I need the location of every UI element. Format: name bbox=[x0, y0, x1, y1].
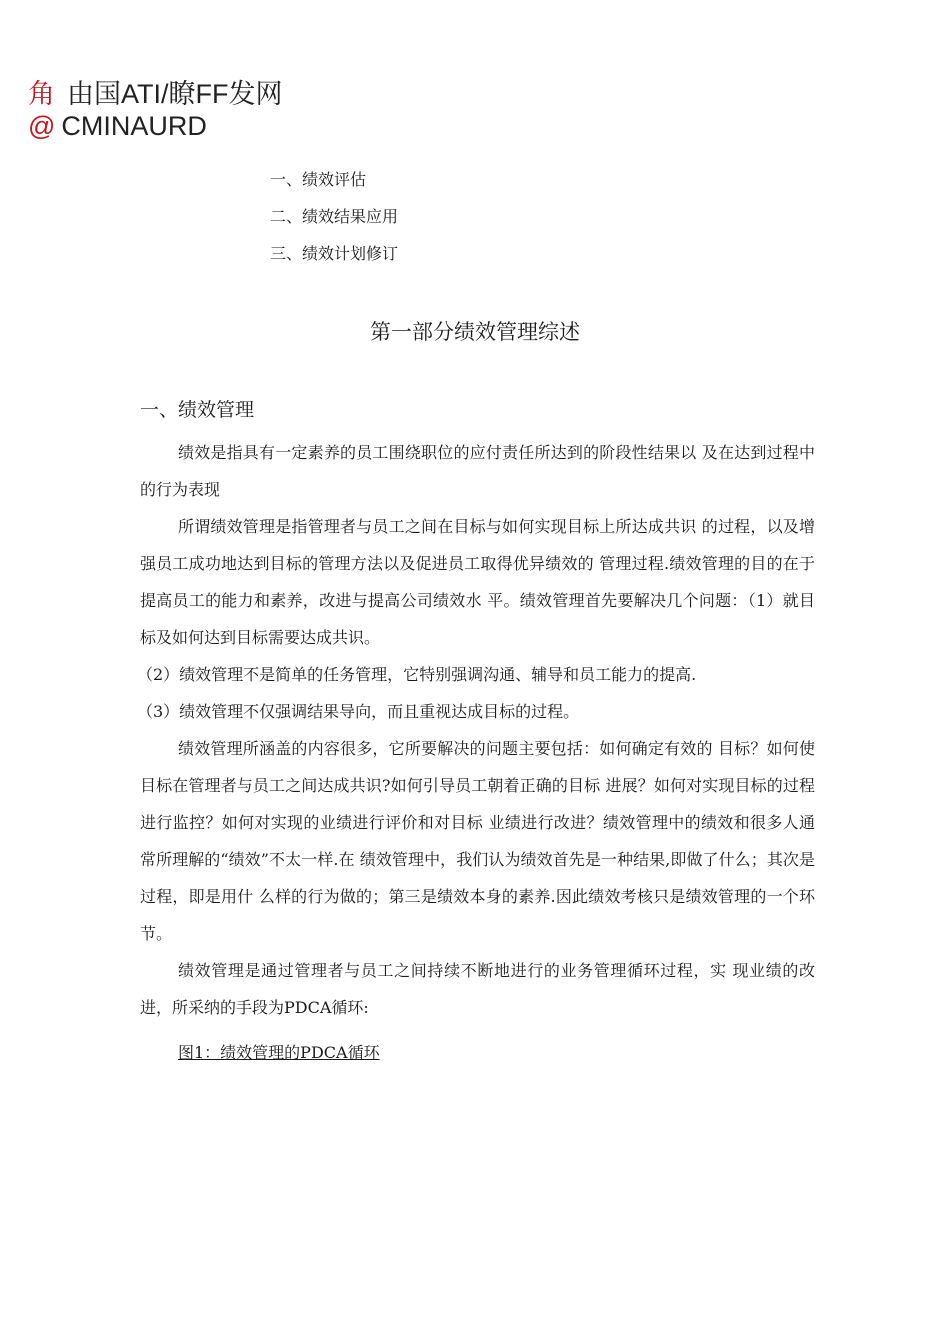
paragraph: 绩效管理是通过管理者与员工之间持续不断地进行的业务管理循环过程，实 现业绩的改进，所采纳的手段为PDCA循环: bbox=[140, 961, 815, 1017]
body-text bbox=[137, 434, 815, 1026]
logo-text-2: CMINAURD bbox=[61, 111, 207, 141]
logo-line-2 bbox=[28, 110, 283, 142]
paragraph: 所谓绩效管理是指管理者与员工之间在目标与如何实现目标上所达成共识 的过程，以及增强员工成功地达到目标的管理方法以及促进员工取得优异绩效的 管理过程.绩效管理的目的在于提高员工的能力和素养，改进与提高公司绩效水 平。绩效管理首先要解决几个问题：（1）就目标及如何达到目标需要达成共识。 bbox=[140, 517, 815, 647]
logo-line-1 bbox=[28, 78, 283, 110]
toc-item: 三、绩效计划修订 bbox=[270, 244, 399, 263]
toc-item: 一、绩效评估 bbox=[270, 170, 367, 189]
paragraph: 绩效是指具有一定素养的员工围绕职位的应付责任所达到的阶段性结果以 及在达到过程中的行为表现 bbox=[140, 443, 815, 499]
logo-mark-icon: 角 bbox=[28, 79, 55, 109]
part-title: 第一部分绩效管理综述 bbox=[370, 320, 580, 344]
paragraph: （3）绩效管理不仅强调结果导向，而且重视达成目标的过程。 bbox=[137, 702, 580, 721]
figure-caption: 图1：绩效管理的PDCA循环 bbox=[178, 1043, 380, 1062]
toc-item: 二、绩效结果应用 bbox=[270, 207, 399, 226]
logo bbox=[28, 78, 283, 142]
paragraph: 绩效管理所涵盖的内容很多，它所要解决的问题主要包括：如何确定有效的 目标？如何使目标在管理者与员工之间达成共识?如何引导员工朝着正确的目标 进展？如何对实现目标的过程进行监控？如何对实现的业绩进行评价和对目标 业绩进行改进？绩效管理中的绩效和很多人通常所理解的“绩效”不太一样.在 绩效管理中，我们认为绩效首先是一种结果,即做了什么；其次是过程，即是用什 么样的行为做的；第三是绩效本身的素养.因此绩效考核只是绩效管理的一个环 节。 bbox=[140, 739, 815, 943]
at-icon: @ bbox=[28, 111, 56, 141]
logo-text-1: 由国ATI/瞭FF发网 bbox=[67, 79, 283, 109]
paragraph: （2）绩效管理不是简单的任务管理，它特别强调沟通、辅导和员工能力的提高. bbox=[137, 665, 697, 684]
table-of-contents bbox=[270, 168, 398, 279]
section-heading: 一、绩效管理 bbox=[140, 399, 255, 421]
